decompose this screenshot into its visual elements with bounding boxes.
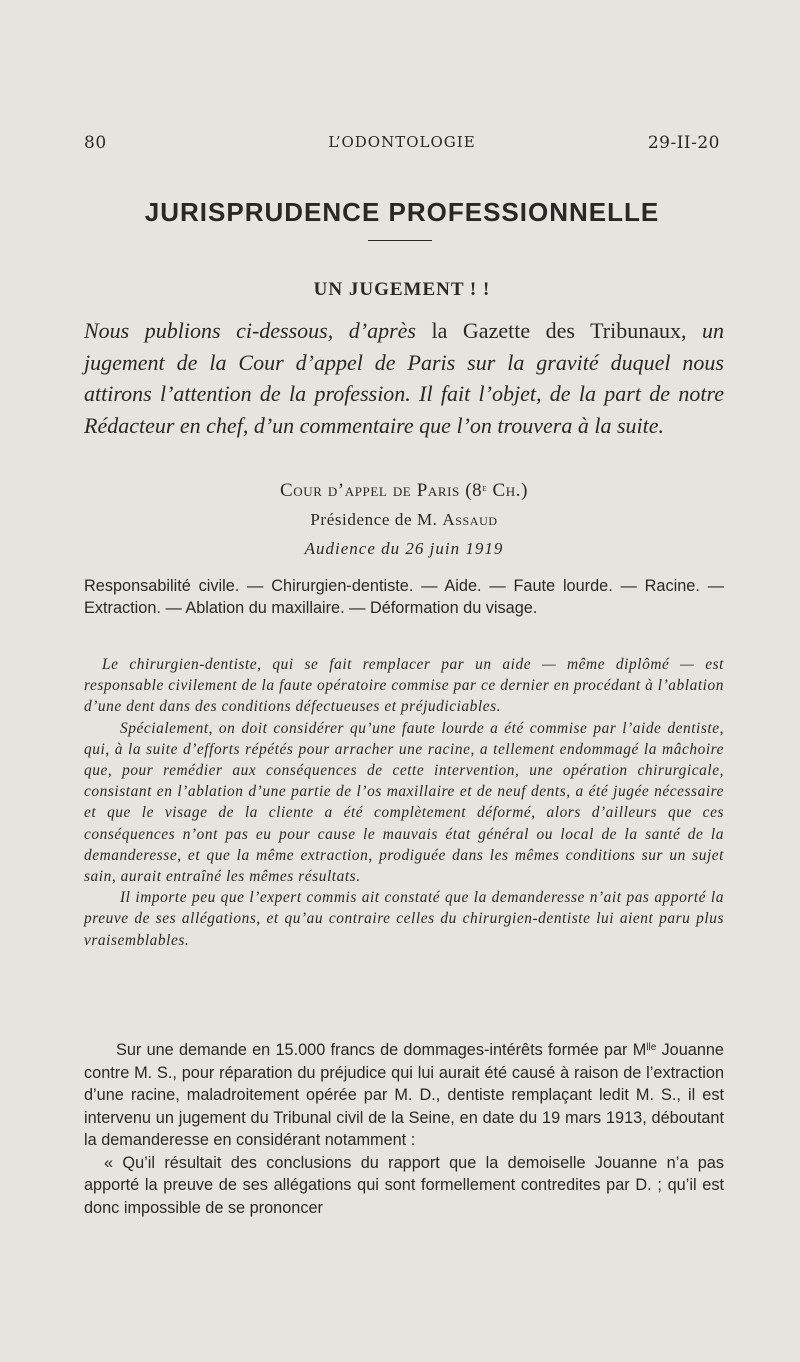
journal-title: L’ODONTOLOGIE	[328, 133, 476, 151]
presidence-line	[84, 510, 724, 530]
summary-paragraph: Il importe peu que l’expert commis ait constaté que la demanderesse n’ait pas apporté la preuve de ses allégations, et qu’au contraire celles du chirurgien-dentiste lui aient paru plus vraisemblables.	[84, 889, 724, 949]
court-name-b: Ch.)	[487, 480, 529, 501]
body-p1-b: Jouanne contre M. S., pour réparation du préjudice qui lui aurait été causé à raison de l’extraction d’une racine, maladroitement opérée par M. D., dentiste remplaçant ledit M. S., il est intervenu un jugement du Tribunal civil de la Seine, en date du 19 mars 1913, déboutant la demanderesse en considérant notamment :	[84, 1041, 724, 1149]
summary-paragraph: Spécialement, on doit considérer qu’une faute lourde a été commise par l’aide dentiste, qui, à la suite d’efforts répétés pour arracher une racine, a tellement endommagé la mâchoire que, pour remédier aux conséquences de cette intervention, une opération chirurgicale, consistant en l’ablation d’une partie de l’os maxillaire et de neuf dents, a été jugée nécessaire et que le visage de la cliente a été complètement déformé, alors d’ailleurs que ces conséquences n’ont pas eu pour cause le mauvais état général ou local de la santé de la demanderesse, et que la même extraction, prodiguée dans les mêmes conditions sur un sujet sain, aurait entraîné les mêmes résultats.	[84, 719, 724, 886]
body-p1-a: Sur une demande en 15.000 francs de dommages-intérêts formée par M	[116, 1041, 647, 1059]
keywords-paragraph: Responsabilité civile. — Chirurgien-dentiste. — Aide. — Faute lourde. — Racine. — Extraction. — Ablation du maxillaire. — Déformation du visage.	[84, 577, 724, 617]
page-number: 80	[84, 133, 107, 153]
body-text	[84, 1039, 724, 1219]
president-name: Assaud	[442, 510, 498, 529]
court-name-a: Cour d’appel de Paris (8	[279, 480, 483, 501]
section-title: JURISPRUDENCE PROFESSIONNELLE	[144, 197, 660, 227]
issue-date: 29-II-20	[647, 133, 720, 153]
body-paragraph	[84, 1039, 724, 1152]
running-head	[84, 133, 720, 157]
audience-date: Audience du 26 juin 1919	[304, 539, 504, 558]
presidence-text: Présidence de M.	[310, 510, 443, 529]
court-name-sup: e	[482, 483, 488, 494]
article-subtitle: UN JUGEMENT ! !	[313, 279, 491, 300]
intro-paragraph	[84, 316, 724, 442]
intro-text-a: Nous publions ci-dessous, d’après	[84, 318, 432, 343]
body-p1-sup: lle	[646, 1042, 657, 1053]
body-paragraph: « Qu’il résultait des conclusions du rapport que la demoiselle Jouanne n’a pas apporté la preuve de ses allégations qui sont formellement contredites par D. ; qu’il est donc impossible de se prononcer	[84, 1153, 724, 1217]
intro-gazette: la Gazette des Tribunaux,	[431, 318, 687, 343]
court-heading	[84, 480, 724, 502]
summary-block	[84, 654, 724, 951]
title-rule	[368, 240, 432, 241]
intro-text-b: un jugement de la Cour d’appel de Paris sur la gravité duquel nous attirons l’attention de la profession. Il fait l’objet, de la part de notre Rédacteur en chef, d’un commentaire que l’on trouvera à la suite.	[84, 318, 724, 438]
summary-paragraph: Le chirurgien-dentiste, qui se fait remplacer par un aide — même diplômé — est responsable civilement de la faute opératoire commise par ce dernier en procédant à l’ablation d’une dent dans des conditions défectueuses et préjudiciables.	[84, 656, 724, 716]
